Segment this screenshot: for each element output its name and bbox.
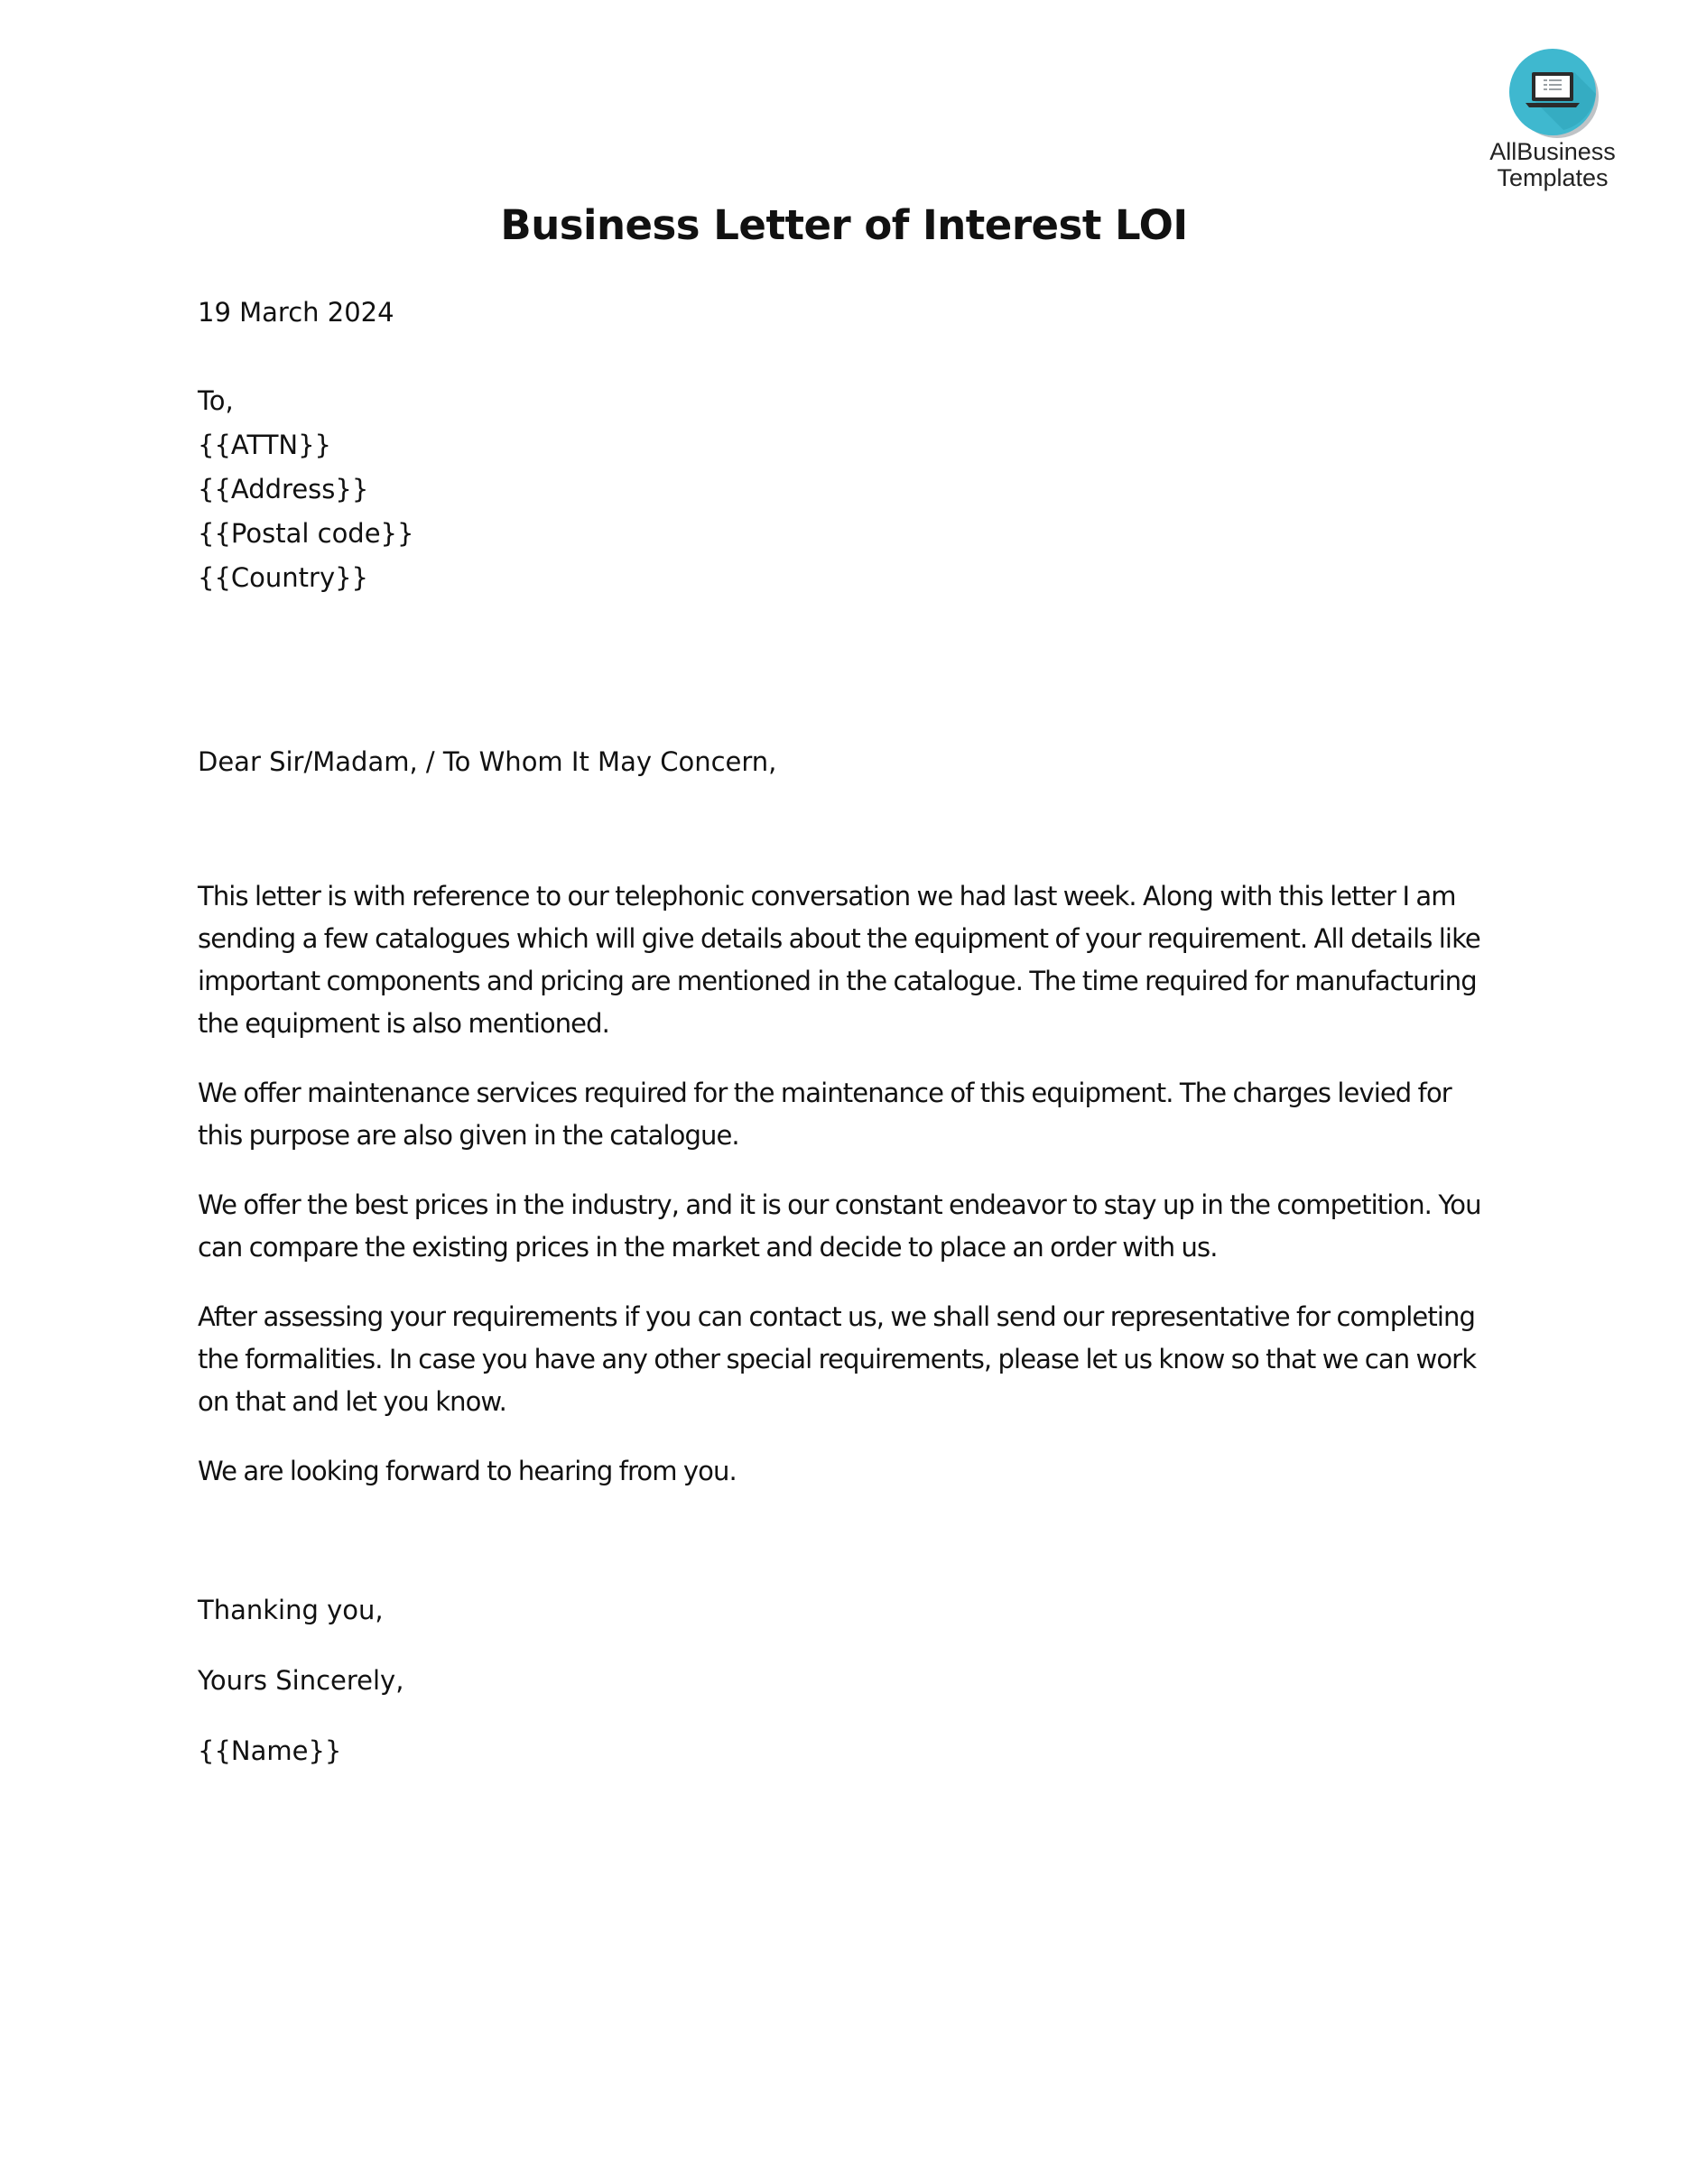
brand-logo xyxy=(1462,47,1643,200)
letter-title: Business Letter of Interest LOI xyxy=(500,201,1188,249)
body-paragraph-3: We offer the best prices in the industry, and it is our constant endeavor to stay up in the competition. You can compare the existing prices in the market and decide to place an order with us. xyxy=(198,1189,1481,1263)
recipient-to: To, xyxy=(198,385,234,416)
brand-line-1: AllBusiness xyxy=(1489,138,1616,165)
recipient-address-block xyxy=(198,379,413,600)
brand-name xyxy=(1462,139,1643,191)
brand-line-2: Templates xyxy=(1497,164,1609,191)
body-paragraph-4: After assessing your requirements if you can contact us, we shall send our representative for completing the formalities. In case you have any other special requirements, please let us know so that we can work on that and let you know. xyxy=(198,1301,1477,1417)
body-paragraph-2: We offer maintenance services required for the maintenance of this equipment. The charges levied for this purpose are also given in the catalogue. xyxy=(198,1078,1451,1151)
body-paragraph-1: This letter is with reference to our telephonic conversation we had last week. Along with this letter I am sending a few catalogues which will give details about the equipment of your requirement. All details like important components and pricing are mentioned in the catalogue. The time required for manufacturing the equipment is also mentioned. xyxy=(198,881,1480,1039)
recipient-postal-code: {{Postal code}} xyxy=(198,518,414,549)
letter-date: 19 March 2024 xyxy=(198,297,394,328)
closing-thanks: Thanking you, xyxy=(198,1595,384,1625)
recipient-attn: {{ATTN}} xyxy=(198,430,332,460)
body-paragraph-5: We are looking forward to hearing from you. xyxy=(198,1456,737,1486)
recipient-address: {{Address}} xyxy=(198,474,369,504)
letter-body xyxy=(198,875,1498,1520)
signer-name: {{Name}} xyxy=(198,1735,342,1766)
recipient-country: {{Country}} xyxy=(198,562,369,593)
closing-sign-off: Yours Sincerely, xyxy=(198,1665,404,1696)
laptop-icon xyxy=(1507,47,1601,141)
salutation: Dear Sir/Madam, / To Whom It May Concern, xyxy=(198,746,777,777)
